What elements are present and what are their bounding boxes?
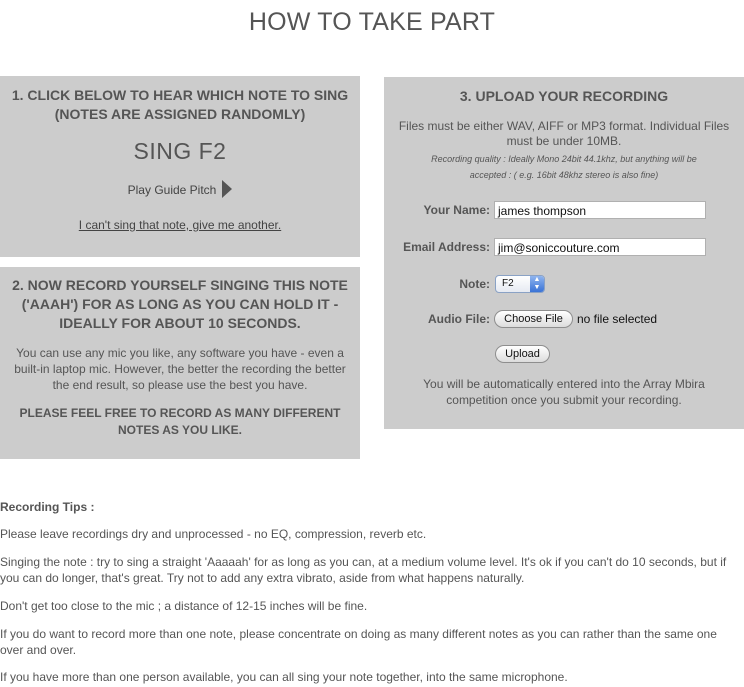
recording-quality-note: [396, 151, 732, 183]
step2-feel-free: [8, 405, 352, 439]
no-file-status: no file selected: [577, 312, 658, 326]
step2-feel-line1: PLEASE FEEL FREE TO RECORD AS MANY DIFFERENT: [19, 406, 341, 420]
note-select[interactable]: [495, 275, 545, 293]
step3-panel: [384, 77, 744, 429]
step2-heading-line1: 2. NOW RECORD YOURSELF SINGING THIS NOTE: [12, 277, 348, 293]
tip-distance: Don't get too close to the mic ; a distance of 12-15 inches will be fine.: [0, 599, 368, 613]
step2-heading-line3: IDEALLY FOR ABOUT 10 SECONDS.: [59, 315, 301, 331]
step2-feel-line2: NOTES AS YOU LIKE.: [117, 423, 243, 437]
tip-singing-line2: you can do longer, that's great. Try not to add any extra vibrato, aside from what happens naturally.: [0, 571, 525, 585]
tip-dry: Please leave recordings dry and unprocessed - no EQ, compression, reverb etc.: [0, 527, 427, 541]
another-note-link[interactable]: I can't sing that note, give me another.: [78, 218, 282, 232]
page-title: HOW TO TAKE PART: [248, 8, 496, 36]
choose-file-button[interactable]: Choose File: [494, 310, 573, 328]
tip-multiple-line2: over and over.: [0, 643, 77, 657]
quality-line2: accepted : ( e.g. 16bit 48khz stereo is also fine): [469, 170, 659, 180]
note-label: Note:: [459, 277, 490, 291]
file-req-line1: Files must be either WAV, AIFF or MP3 format. Individual Files: [398, 119, 730, 133]
step1-heading: [0, 86, 360, 124]
step1-heading-line1: 1. CLICK BELOW TO HEAR WHICH NOTE TO SING: [11, 87, 349, 103]
tips-heading: Recording Tips :: [0, 500, 95, 514]
name-input[interactable]: james thompson: [494, 201, 706, 219]
audio-file-label: Audio File:: [428, 312, 490, 326]
competition-note: [392, 376, 736, 408]
quality-line1: Recording quality : Ideally Mono 24bit 44.1khz, but anything will be: [431, 154, 697, 164]
step2-body: [8, 345, 352, 393]
tip-singing-line1: Singing the note : try to sing a straight 'Aaaaah' for as long as you can, at a medium volume level. It's ok if you can't do 10 seconds, but if: [0, 555, 727, 569]
step2-body-line1: You can use any mic you like, any software you have - even a: [16, 346, 344, 360]
email-label: Email Address:: [403, 240, 490, 254]
auto-line1: You will be automatically entered into the Array Mbira: [423, 377, 705, 391]
file-requirements: [392, 119, 736, 149]
auto-line2: competition once you submit your recording.: [446, 393, 682, 407]
step1-panel: [0, 76, 360, 257]
upload-button[interactable]: Upload: [495, 345, 550, 363]
step3-heading: 3. UPLOAD YOUR RECORDING: [459, 88, 669, 104]
select-arrows-icon: ▲ ▼: [530, 276, 544, 292]
assigned-note: SING F2: [133, 138, 227, 164]
name-label: Your Name:: [423, 203, 490, 217]
step2-body-line2: built-in laptop mic. However, the better the recording the better: [14, 362, 346, 376]
step2-heading: [0, 276, 360, 333]
tip-singing: [0, 554, 744, 586]
step2-panel: [0, 267, 360, 459]
play-guide-pitch-button[interactable]: [0, 183, 360, 198]
step2-body-line3: the end result, so please use the best you have.: [52, 378, 308, 392]
tip-multiple-line1: If you do want to record more than one note, please concentrate on doing as many different notes as you can rather than the same one: [0, 627, 717, 641]
email-input[interactable]: jim@soniccouture.com: [494, 238, 706, 256]
note-select-value: F2: [502, 278, 514, 289]
play-icon[interactable]: [222, 180, 232, 198]
file-req-line2: must be under 10MB.: [506, 134, 622, 148]
step1-heading-line2: (NOTES ARE ASSIGNED RANDOMLY): [54, 106, 306, 122]
tip-multiple-notes: [0, 626, 744, 658]
step2-heading-line2: ('AAAH') FOR AS LONG AS YOU CAN HOLD IT -: [21, 296, 339, 312]
tip-group: If you have more than one person available, you can all sing your note together, into the same microphone.: [0, 670, 568, 684]
play-guide-pitch-label: Play Guide Pitch: [127, 183, 217, 197]
